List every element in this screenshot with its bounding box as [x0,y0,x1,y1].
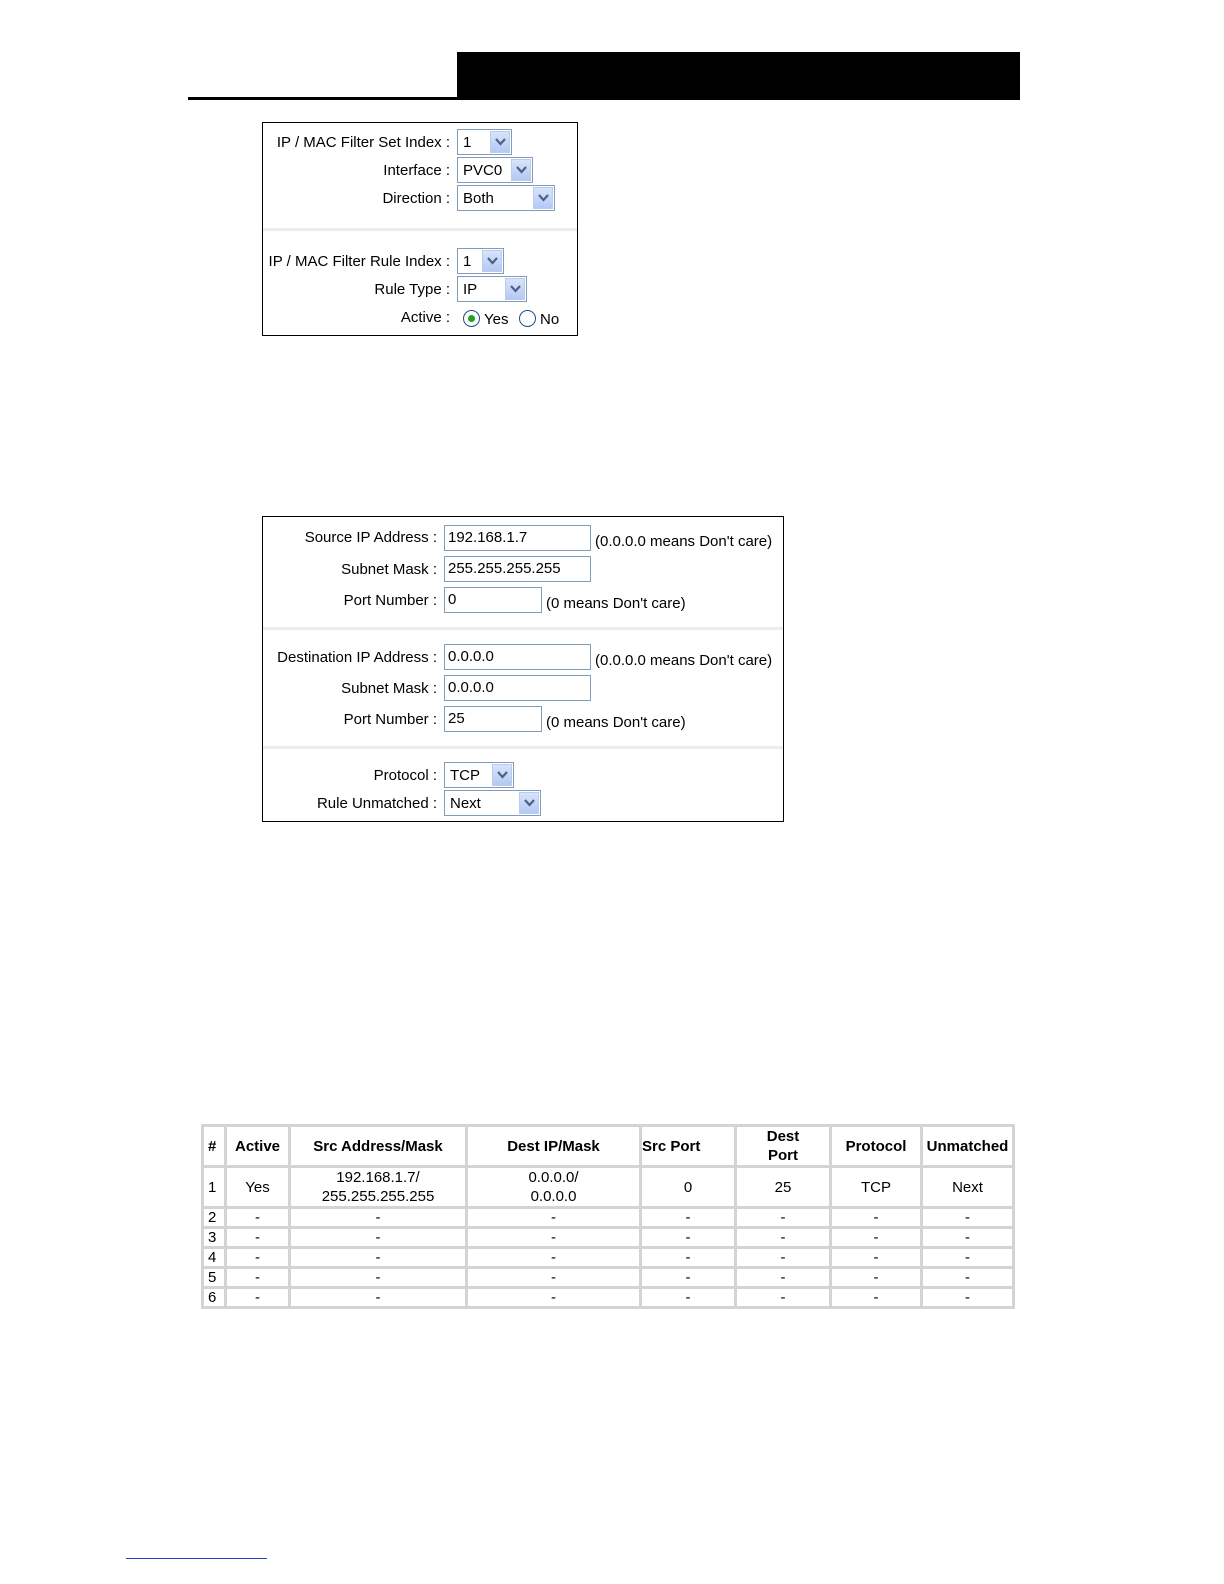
row-src-port: 0 [641,1167,736,1208]
rule-index-label: IP / MAC Filter Rule Index : [268,253,450,270]
section-divider [263,746,783,749]
header-rule [188,97,1020,100]
ip-rule-panel [262,516,784,822]
row-num: 5 [203,1268,226,1288]
footer-link-underline [126,1558,267,1559]
row-src-port: - [641,1208,736,1228]
source-mask-input[interactable]: 255.255.255.255 [444,556,591,582]
header-src-port: Src Port [641,1126,736,1167]
chevron-down-icon [519,792,539,814]
header-bar [457,52,1020,100]
row-unmatched: - [922,1208,1014,1228]
table-row[interactable] [203,1208,1014,1228]
row-protocol: - [831,1288,922,1308]
row-dest-port: 25 [736,1167,831,1208]
rule-index-value: 1 [463,253,472,270]
chevron-down-icon [533,187,553,209]
row-active: - [226,1208,290,1228]
source-ip-hint: (0.0.0.0 means Don't care) [595,533,773,550]
rule-unmatched-label: Rule Unmatched : [316,795,437,812]
destination-ip-hint: (0.0.0.0 means Don't care) [595,652,773,669]
source-ip-input[interactable]: 192.168.1.7 [444,525,591,551]
table-row[interactable] [203,1228,1014,1248]
row-active: - [226,1268,290,1288]
table-row[interactable] [203,1268,1014,1288]
source-port-hint: (0 means Don't care) [546,595,686,612]
row-protocol: - [831,1208,922,1228]
header-protocol: Protocol [831,1126,922,1167]
interface-select[interactable] [457,157,533,183]
interface-value: PVC0 [463,162,503,179]
protocol-label: Protocol : [373,767,437,784]
destination-mask-label: Subnet Mask : [341,680,437,697]
rule-unmatched-select[interactable] [444,790,541,816]
destination-port-label: Port Number : [343,711,437,728]
row-dest-port: - [736,1288,831,1308]
row-unmatched: - [922,1288,1014,1308]
active-no-label: No [540,311,560,328]
row-num: 4 [203,1248,226,1268]
row-dest-port: - [736,1248,831,1268]
row-active: - [226,1248,290,1268]
row-src-port: - [641,1228,736,1248]
set-index-label: IP / MAC Filter Set Index : [276,134,450,151]
row-active: - [226,1228,290,1248]
row-num: 3 [203,1228,226,1248]
row-src: - [290,1268,467,1288]
rule-unmatched-value: Next [450,795,481,812]
row-src-port: - [641,1248,736,1268]
header-num: # [203,1126,226,1167]
rules-table [201,1124,1015,1309]
row-unmatched: - [922,1228,1014,1248]
row-src: - [290,1248,467,1268]
rule-type-label: Rule Type : [374,281,450,298]
source-port-input[interactable]: 0 [444,587,542,613]
chevron-down-icon [505,278,525,300]
direction-label: Direction : [382,190,450,207]
row-num: 1 [203,1167,226,1208]
header-unmatched: Unmatched [922,1126,1014,1167]
table-row[interactable] [203,1288,1014,1308]
header-dest: Dest IP/Mask [467,1126,641,1167]
row-src [290,1167,467,1208]
source-port-label: Port Number : [343,592,437,609]
table-row[interactable] [203,1248,1014,1268]
row-dest: - [467,1208,641,1228]
row-unmatched: - [922,1268,1014,1288]
row-protocol: - [831,1228,922,1248]
active-label: Active : [400,309,450,326]
row-dest [467,1167,641,1208]
interface-label: Interface : [383,162,450,179]
row-dest: - [467,1268,641,1288]
header-dest-port: Dest Port [736,1126,831,1167]
row-num: 2 [203,1208,226,1228]
source-ip-label: Source IP Address : [304,529,437,546]
destination-port-hint: (0 means Don't care) [546,714,686,731]
row-dest: - [467,1228,641,1248]
filter-set-panel [262,122,578,336]
direction-select[interactable] [457,185,555,211]
row-src-port: - [641,1288,736,1308]
destination-ip-label: Destination IP Address : [277,649,437,666]
active-yes-label: Yes [484,311,509,328]
row-src: - [290,1288,467,1308]
row-protocol: - [831,1268,922,1288]
row-protocol: - [831,1248,922,1268]
row-active: Yes [226,1167,290,1208]
chevron-down-icon [511,159,531,181]
dest-line2: 0.0.0.0 [530,1188,577,1205]
row-unmatched: - [922,1248,1014,1268]
row-unmatched: Next [922,1167,1014,1208]
section-divider [263,228,577,231]
src-line1: 192.168.1.7/ [336,1169,420,1186]
row-active: - [226,1288,290,1308]
chevron-down-icon [492,764,512,786]
row-dest: - [467,1248,641,1268]
destination-mask-input[interactable]: 0.0.0.0 [444,675,591,701]
rule-index-select[interactable] [457,248,504,274]
set-index-select[interactable] [457,129,512,155]
active-yes-radio[interactable] [463,310,480,327]
destination-ip-input[interactable]: 0.0.0.0 [444,644,591,670]
destination-port-input[interactable]: 25 [444,706,542,732]
src-line2: 255.255.255.255 [321,1188,435,1205]
rule-type-select[interactable] [457,276,527,302]
row-num: 6 [203,1288,226,1308]
rule-type-value: IP [463,281,478,298]
header-src: Src Address/Mask [290,1126,467,1167]
header-active: Active [226,1126,290,1167]
chevron-down-icon [490,131,510,153]
row-protocol: TCP [831,1167,922,1208]
row-dest-port: - [736,1228,831,1248]
section-divider [263,627,783,630]
table-header-row [203,1126,1014,1167]
row-src: - [290,1208,467,1228]
set-index-value: 1 [463,134,472,151]
table-row[interactable] [203,1167,1014,1208]
row-src-port: - [641,1268,736,1288]
protocol-value: TCP [450,767,480,784]
row-dest-port: - [736,1268,831,1288]
source-mask-label: Subnet Mask : [341,561,437,578]
row-src: - [290,1228,467,1248]
active-no-radio[interactable] [519,310,536,327]
direction-value: Both [463,190,494,207]
dest-line1: 0.0.0.0/ [528,1169,579,1186]
chevron-down-icon [482,250,502,272]
row-dest-port: - [736,1208,831,1228]
protocol-select[interactable] [444,762,514,788]
row-dest: - [467,1288,641,1308]
